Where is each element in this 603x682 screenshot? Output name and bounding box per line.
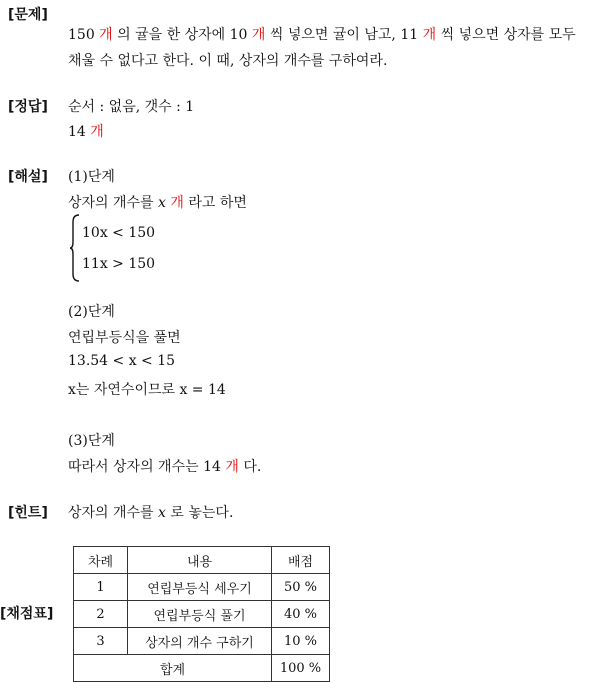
left-brace bbox=[69, 214, 81, 282]
table-total-row bbox=[74, 655, 330, 682]
table-cell: 3 bbox=[74, 628, 128, 655]
step3-title: (3)단계 bbox=[68, 433, 115, 449]
problem-line-2: 채울 수 없다고 한다. 이 때, 상자의 개수를 구하여라. bbox=[68, 53, 388, 69]
table-cell: 2 bbox=[74, 601, 128, 628]
score-table bbox=[73, 546, 330, 682]
total-label: 합계 bbox=[74, 655, 272, 682]
total-value: 100 % bbox=[272, 655, 330, 682]
header-cell: 배점 bbox=[272, 547, 330, 574]
table-row bbox=[74, 628, 330, 655]
table-row bbox=[74, 574, 330, 601]
problem-label: [문제] bbox=[8, 7, 48, 23]
inequality-1: 10x < 150 bbox=[82, 225, 156, 241]
table-cell: 40 % bbox=[272, 601, 330, 628]
step2-line-3: x는 자연수이므로 x = 14 bbox=[68, 382, 226, 398]
header-cell: 차례 bbox=[74, 547, 128, 574]
header-cell: 내용 bbox=[128, 547, 272, 574]
table-cell: 상자의 개수 구하기 bbox=[128, 628, 272, 655]
table-header-row bbox=[74, 547, 330, 574]
step1-line: 상자의 개수를 x 개 라고 하면 bbox=[68, 195, 247, 211]
step3-line: 따라서 상자의 개수는 14 개 다. bbox=[68, 459, 262, 475]
table-row bbox=[74, 601, 330, 628]
inequality-2: 11x > 150 bbox=[82, 256, 156, 272]
hint-label: [힌트] bbox=[8, 505, 48, 521]
table-cell: 10 % bbox=[272, 628, 330, 655]
answer-line-2: 14 개 bbox=[68, 124, 104, 140]
step2-line-2: 13.54̇ < x < 15 bbox=[68, 353, 176, 369]
answer-line-1: 순서 : 없음, 갯수 : 1 bbox=[68, 99, 195, 115]
step2-line-1: 연립부등식을 풀면 bbox=[68, 330, 181, 346]
step2-title: (2)단계 bbox=[68, 304, 115, 320]
step1-title: (1)단계 bbox=[68, 169, 115, 185]
table-cell: 연립부등식 세우기 bbox=[128, 574, 272, 601]
hint-line: 상자의 개수를 x 로 놓는다. bbox=[68, 505, 234, 521]
table-cell: 연립부등식 풀기 bbox=[128, 601, 272, 628]
answer-label: [정답] bbox=[8, 99, 48, 115]
table-cell: 1 bbox=[74, 574, 128, 601]
table-cell: 50 % bbox=[272, 574, 330, 601]
problem-line-1: 150 개 의 귤을 한 상자에 10 개 씩 넣으면 귤이 남고, 11 개 씩 넣으면 상자를 모두 bbox=[68, 27, 576, 43]
score-label: [채점표] bbox=[0, 606, 54, 622]
explain-label: [해설] bbox=[8, 169, 48, 185]
